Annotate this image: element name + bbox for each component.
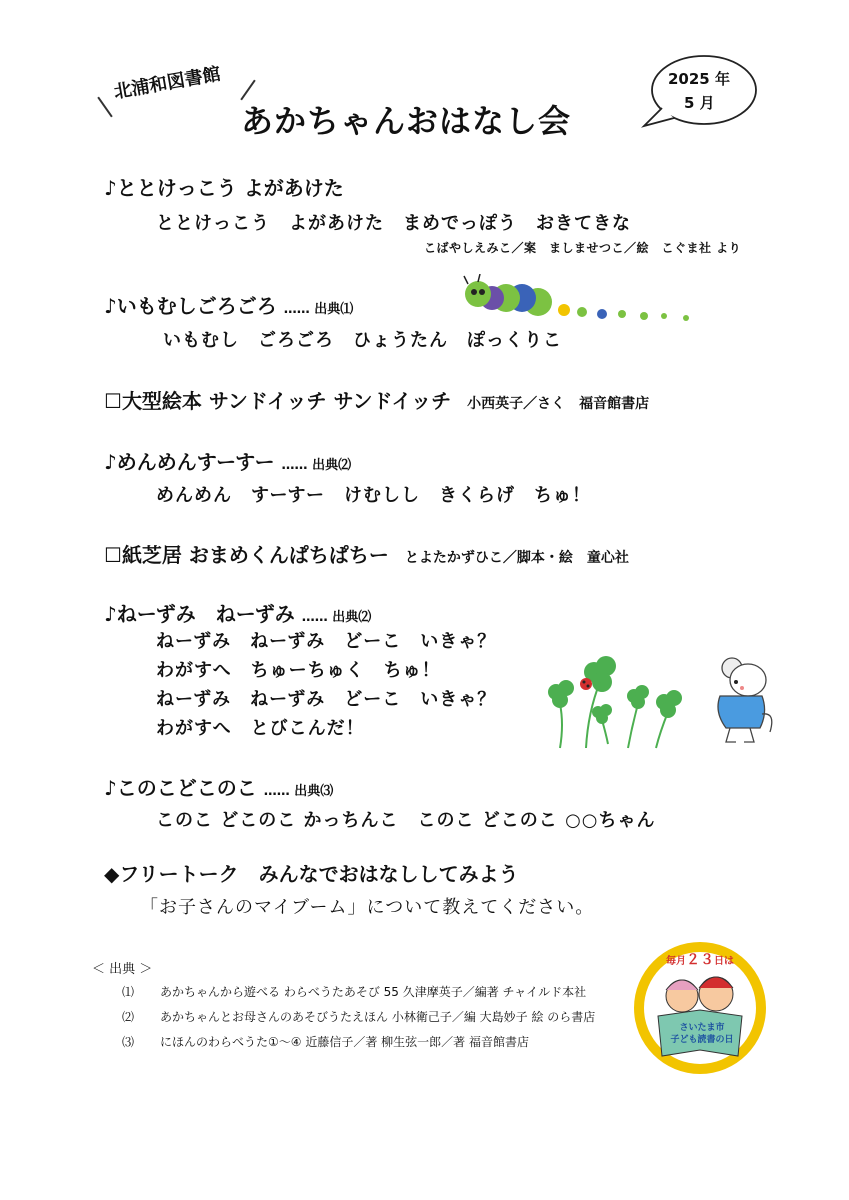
program-item-5-credit: とよたかずひこ／脚本・絵 童心社: [404, 550, 629, 566]
program-item-title-text: フリートーク みんなでおはなししてみよう: [119, 862, 519, 886]
program-item-6-lyrics-line-4: わがすへ とびこんだ！: [156, 718, 365, 739]
diamond-bullet-icon: ◆: [104, 862, 120, 886]
music-note-icon: ♪: [104, 602, 117, 626]
library-name: 北浦和図書館: [112, 63, 223, 104]
program-item-6-lyrics-line-2: わがすへ ちゅーちゅく ちゅ！: [156, 660, 441, 681]
program-item-1-credit: こばやしえみこ／案 ましませつこ／絵 こぐま社 より: [424, 241, 742, 255]
program-item-title-text: いもむしごろごろ: [116, 294, 277, 318]
music-note-icon: ♪: [104, 450, 117, 474]
source-number: ⑶: [122, 1035, 135, 1049]
program-item-title-text: ねーずみ ねーずみ: [116, 602, 295, 626]
badge-line-1: さいたま市: [679, 1023, 725, 1033]
book-checkbox-icon: ☐: [104, 543, 122, 567]
caterpillar-illustration: [456, 274, 696, 330]
source-text: あかちゃんとお母さんのあそびうたえほん 小林衛己子／編 大島妙子 絵 のら書店: [160, 1010, 596, 1024]
program-item-6-lyrics-line-3: ねーずみ ねーずみ どーこ いきゃ？: [156, 689, 497, 710]
program-item-2-title: [104, 290, 353, 319]
source-item-3: [122, 1033, 529, 1050]
program-item-title-text: 大型絵本 サンドイッチ サンドイッチ: [121, 389, 452, 413]
badge-top-text: 毎月２３日は: [666, 952, 734, 968]
program-item-title-text: 紙芝居 おまめくんぱちぱちー: [121, 543, 389, 567]
program-item-1-lyrics: ととけっこう よがあけた まめでっぽう おきてきな: [156, 213, 631, 234]
source-item-2: [122, 1008, 595, 1025]
program-item-1-title: [104, 172, 344, 201]
program-item-8-description: 「お子さんのマイブーム」について教えてください。: [140, 897, 595, 918]
program-item-7-lyrics: このこ どこのこ かっちんこ このこ どこのこ ○○ちゃん: [156, 810, 656, 831]
program-item-4-title: [104, 446, 351, 475]
source-text: あかちゃんから遊べる わらべうたあそび 55 久津摩英子／編著 チャイルド本社: [160, 985, 587, 999]
date-month: 5 月: [684, 94, 715, 112]
source-note: …… 出典⑴: [283, 302, 354, 317]
source-number: ⑵: [122, 1010, 135, 1024]
page-title: あかちゃんおはなし会: [241, 102, 572, 140]
source-note: …… 出典⑵: [301, 610, 372, 625]
program-item-title-text: ととけっこう よがあけた: [116, 176, 344, 200]
music-note-icon: ♪: [104, 294, 117, 318]
program-item-title-text: めんめんすーすー: [116, 450, 275, 474]
source-text: にほんのわらべうた①～④ 近藤信子／著 柳生弦一郎／著 福音館書店: [160, 1035, 529, 1049]
clover-mouse-illustration: [536, 652, 776, 752]
program-item-4-lyrics: めんめん すーすー けむしし きくらげ ちゅ！: [156, 485, 592, 506]
music-note-icon: ♪: [104, 776, 117, 800]
source-note: …… 出典⑶: [263, 784, 334, 799]
program-item-3-credit: 小西英子／さく 福音館書店: [467, 396, 650, 412]
program-item-7-title: [104, 772, 333, 801]
source-item-1: [122, 983, 586, 1000]
program-item-title-text: このこどこのこ: [116, 776, 257, 800]
program-item-6-title: [104, 598, 371, 627]
date-year: 2025 年: [668, 70, 730, 88]
header-slash-left: [97, 97, 112, 118]
sources-heading: ＜ 出典 ＞: [92, 962, 153, 977]
program-item-6-lyrics-line-1: ねーずみ ねーずみ どーこ いきゃ？: [156, 631, 497, 652]
program-item-3-title: [104, 385, 649, 414]
program-item-5-title: [104, 539, 629, 568]
reading-day-badge: [630, 938, 770, 1078]
music-note-icon: ♪: [104, 176, 117, 200]
source-number: ⑴: [122, 985, 135, 999]
program-item-2-lyrics: いもむし ごろごろ ひょうたん ぽっくりこ: [163, 330, 562, 351]
badge-line-2: 子ども読書の日: [670, 1035, 734, 1045]
source-note: …… 出典⑵: [281, 458, 352, 473]
book-checkbox-icon: ☐: [104, 389, 122, 413]
program-item-8-title: [104, 858, 519, 887]
